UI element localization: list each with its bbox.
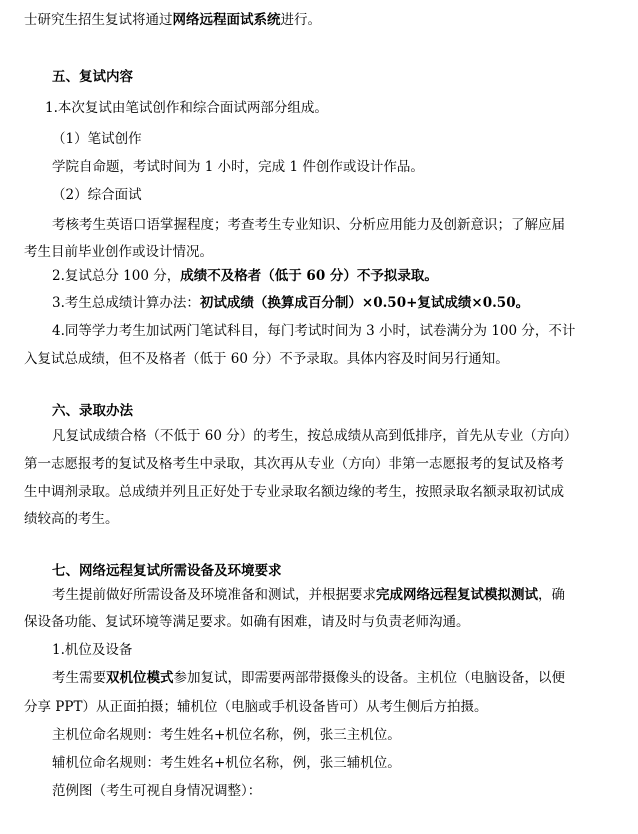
text-segment: 进行。 — [280, 12, 321, 28]
section-heading-7: 七、网络远程复试所需设备及环境要求 — [52, 563, 282, 579]
bold-text: 成绩不及格者（低于 60 分）不予拟录取。 — [180, 268, 438, 284]
bold-text: 双机位模式 — [106, 670, 174, 686]
text-segment: ，确 — [538, 587, 565, 603]
text-segment: 参加复试，即需要两部带摄像头的设备。主机位（电脑设备，以便 — [173, 670, 565, 686]
text-line — [52, 585, 565, 605]
text-line — [52, 293, 529, 313]
text-line: 主机位命名规则：考生姓名+机位名称，例，张三主机位。 — [52, 727, 401, 743]
text-line: 辅机位命名规则：考生姓名+机位名称，例，张三辅机位。 — [52, 755, 401, 771]
text-line: 1.本次复试由笔试创作和综合面试两部分组成。 — [45, 100, 328, 116]
text-line: （2）综合面试 — [52, 187, 142, 203]
text-line — [52, 668, 565, 688]
text-segment: 3.考生总成绩计算办法： — [52, 295, 200, 311]
section-heading-6: 六、录取办法 — [52, 403, 133, 419]
text-line — [24, 10, 321, 30]
text-line: 分享 PPT）从正面拍摄；辅机位（电脑或手机设备皆可）从考生侧后方拍摄。 — [24, 699, 488, 715]
text-line: 绩较高的考生。 — [24, 511, 119, 527]
text-line: 考生目前毕业创作或设计情况。 — [24, 244, 213, 260]
text-line: 1.机位及设备 — [52, 642, 133, 658]
text-line: 第一志愿报考的复试及格考生中录取，其次再从专业（方向）非第一志愿报考的复试及格考 — [24, 456, 564, 472]
bold-text: 初试成绩（换算成百分制）×0.50+复试成绩×0.50。 — [199, 295, 530, 311]
text-segment: 士研究生招生复试将通过 — [24, 12, 173, 28]
text-line: 考核考生英语口语掌握程度；考查考生专业知识、分析应用能力及创新意识；了解应届 — [52, 217, 565, 233]
text-line — [52, 266, 438, 286]
text-segment: 2.复试总分 100 分， — [52, 268, 181, 284]
bold-text: 完成网络远程复试模拟测试 — [376, 587, 538, 603]
text-line: 4.同等学力考生加试两门笔试科目，每门考试时间为 3 小时，试卷满分为 100 分，不计 — [52, 323, 576, 339]
text-segment: 考生需要 — [52, 670, 106, 686]
text-line: 入复试总成绩，但不及格者（低于 60 分）不予录取。具体内容及时间另行通知。 — [24, 351, 509, 367]
section-heading-5: 五、复试内容 — [52, 69, 133, 85]
text-line: 保设备功能、复试环境等满足要求。如确有困难，请及时与负责老师沟通。 — [24, 614, 470, 630]
text-line: 生中调剂录取。总成绩并列且正好处于专业录取名额边缘的考生，按照录取名额录取初试成 — [24, 484, 564, 500]
text-line: 凡复试成绩合格（不低于 60 分）的考生，按总成绩从高到低排序，首先从专业（方向） — [52, 428, 578, 444]
bold-text: 网络远程面试系统 — [172, 12, 281, 28]
text-segment: 考生提前做好所需设备及环境准备和测试，并根据要求 — [52, 587, 376, 603]
text-line: 学院自命题，考试时间为 1 小时，完成 1 件创作或设计作品。 — [52, 159, 424, 175]
text-line: （1）笔试创作 — [52, 131, 142, 147]
text-line: 范例图（考生可视自身情况调整）： — [52, 783, 262, 799]
